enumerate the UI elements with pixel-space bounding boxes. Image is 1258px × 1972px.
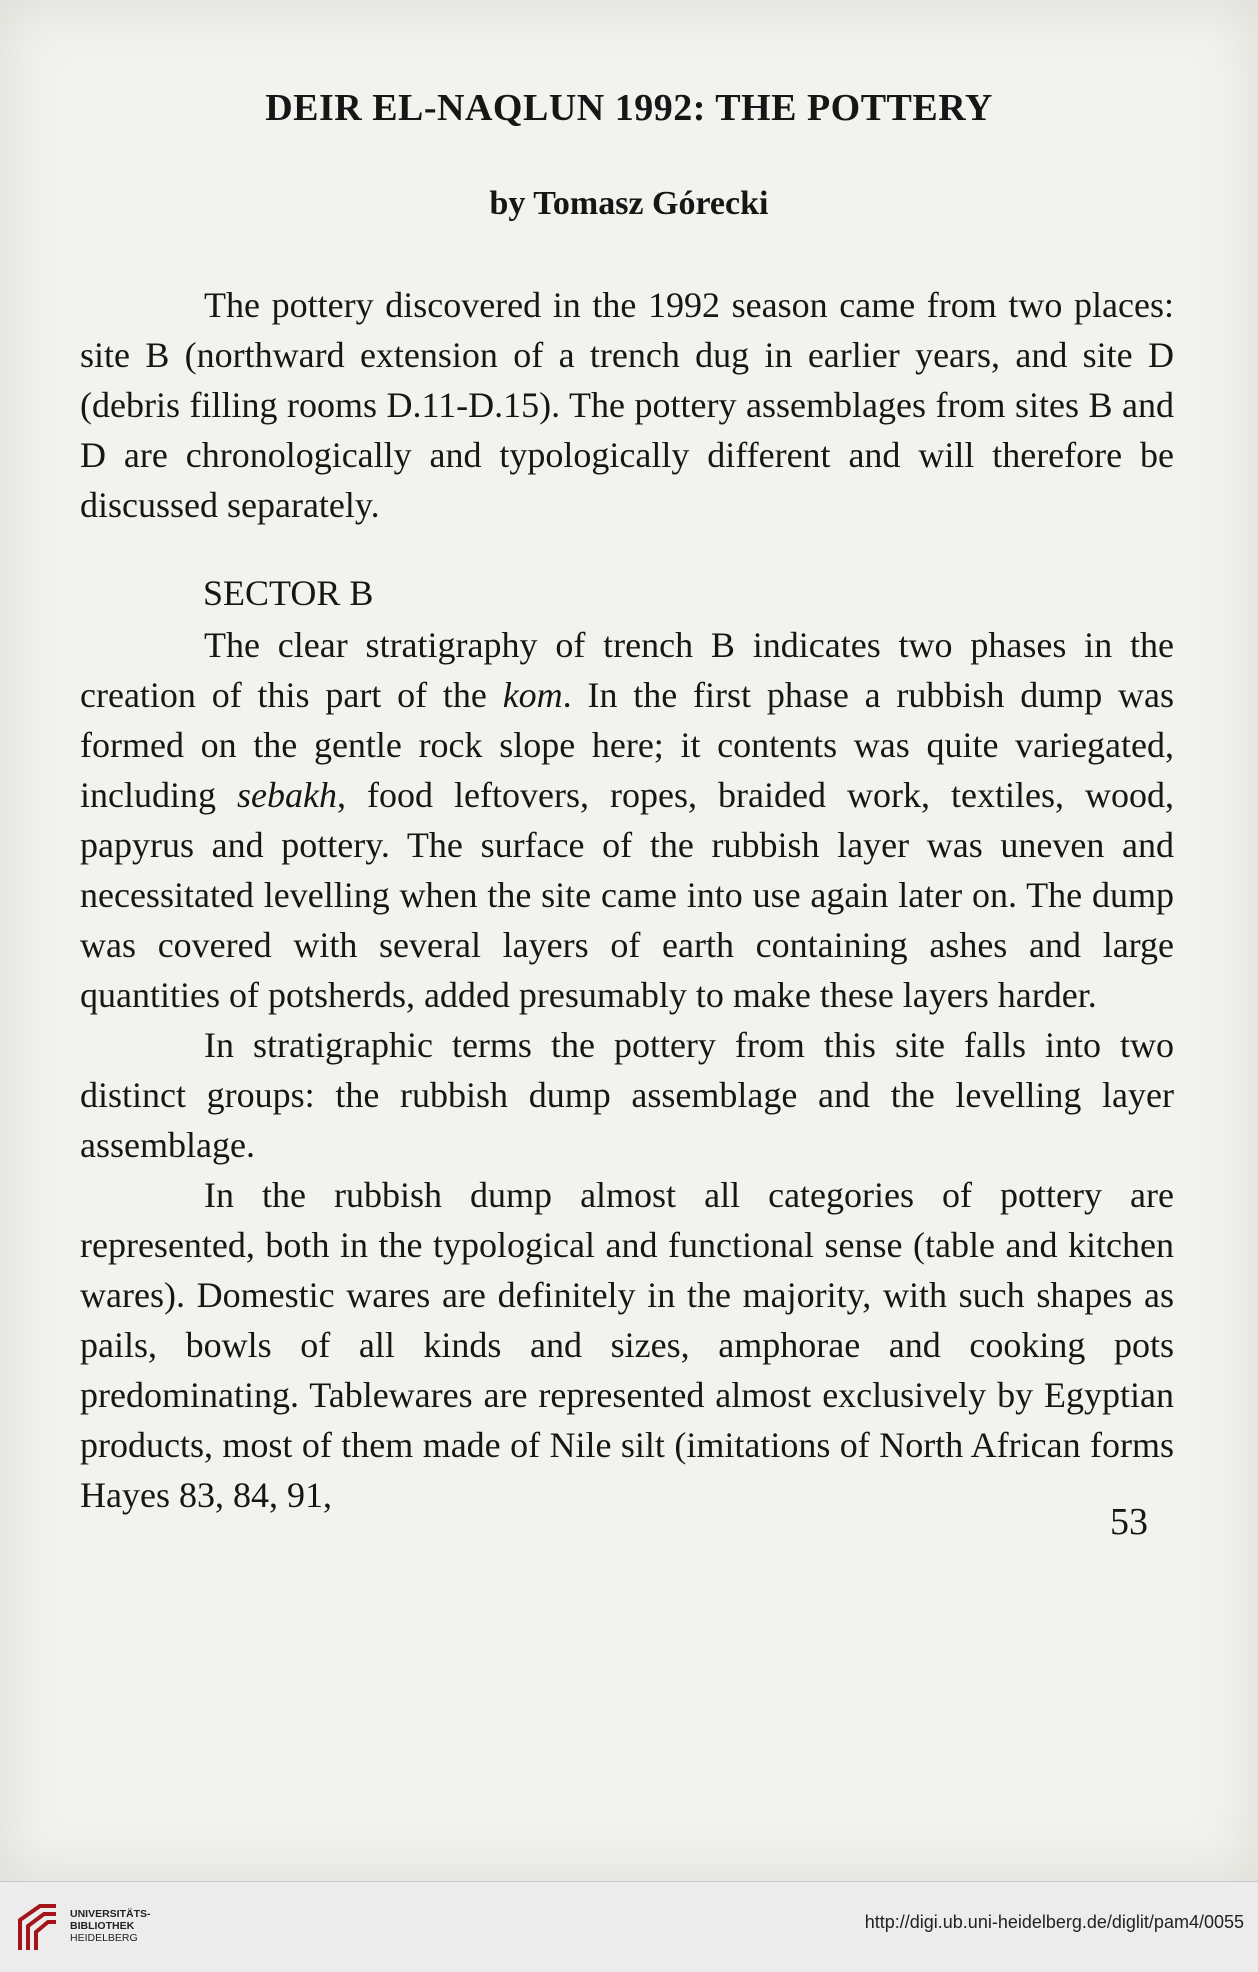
p1-text-b: . In the first phase a rubbish dump was formed on the gentle rock slope here; it contents was quite variegated, including (80, 675, 1174, 815)
p1-text-a: The clear stratigraphy of trench B indicates two phases in the creation of this part of the (80, 625, 1174, 715)
p1-italic-sebakh: sebakh (237, 775, 337, 815)
p1-italic-kom: kom (502, 675, 563, 715)
permalink-url[interactable]: http://digi.ub.uni-heidelberg.de/diglit/pam4/0055 (864, 1912, 1244, 1932)
article-author: by Tomasz Górecki (489, 185, 769, 222)
library-logo-text (70, 1908, 151, 1944)
library-footer (0, 1881, 1258, 1972)
intro-paragraph: The pottery discovered in the 1992 season came from two places: site B (northward extension of a trench dug in earlier years, and site D (debris filling rooms D.11-D.15). The pottery assemblages from sites B and D are chronologically and typologically different and will therefore be discussed separately. (80, 285, 1174, 525)
logo-line-1: UNIVERSITÄTS- (70, 1908, 151, 1920)
logo-line-3: HEIDELBERG (70, 1932, 138, 1944)
p1-text-c: , food leftovers, ropes, braided work, textiles, wood, papyrus and pottery. The surface of the rubbish layer was uneven and necessitated levelling when the site came into use again later on. The dump was covered with several layers of earth containing ashes and large quantities of potsherds, added presumably to make these layers harder. (80, 775, 1174, 1015)
logo-line-2: BIBLIOTHEK (70, 1920, 135, 1932)
paragraph-1 (80, 620, 1174, 1020)
library-logo-icon (14, 1900, 62, 1961)
page-number: 53 (1110, 1501, 1148, 1543)
sector-b-body (80, 620, 1174, 1520)
logo-mark (20, 1906, 56, 1950)
paragraph-3: In the rubbish dump almost all categories of pottery are represented, both in the typological and functional sense (table and kitchen wares). Domestic wares are definitely in the majority, with such shapes as pails, bowls of all kinds and sizes, amphorae and cooking pots predominating. Tablewares are represented almost exclusively by Egyptian products, most of them made of Nile silt (imitations of North African forms Hayes 83, 84, 91, (80, 1175, 1174, 1515)
intro-block (80, 280, 1174, 530)
article-title: DEIR EL-NAQLUN 1992: THE POTTERY (265, 87, 993, 129)
paragraph-2: In stratigraphic terms the pottery from this site falls into two distinct groups: the rubbish dump assemblage and the levelling layer assemblage. (80, 1025, 1174, 1165)
section-heading: SECTOR B (203, 573, 374, 613)
